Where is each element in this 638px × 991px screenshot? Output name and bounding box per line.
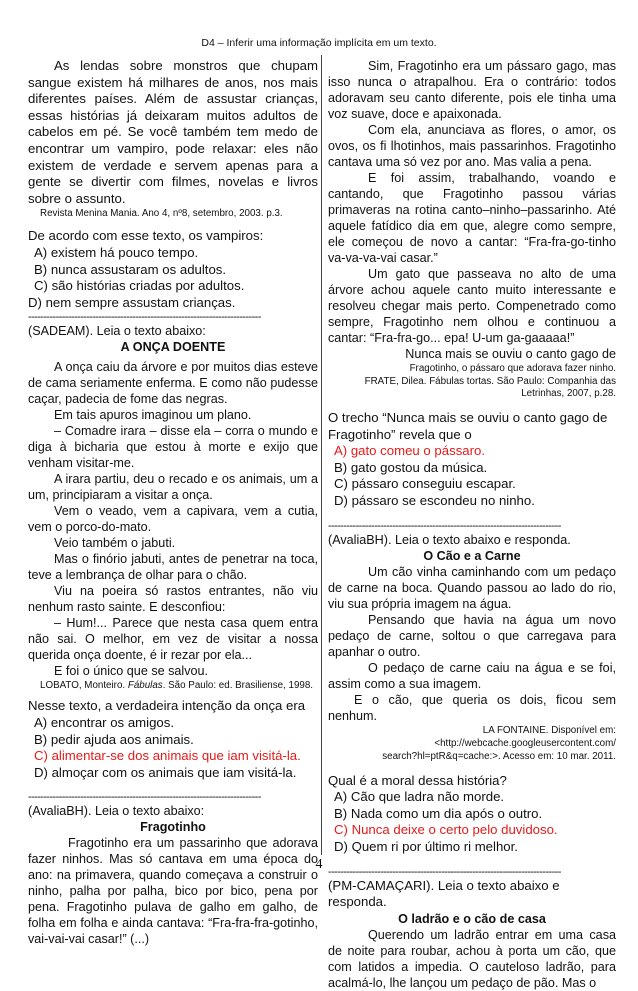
q2-option-b: B) pedir ajuda aos animais. [34, 731, 194, 747]
q2-option-d: D) almoçar com os animais que iam visitá-la. [34, 764, 297, 780]
cao-source: search?hl=ptR&q=cache:>. Acesso em: 10 mar. 2011. [382, 750, 616, 762]
cao-source: LA FONTAINE. Disponível em: [482, 724, 616, 736]
onca-paragraph: – Comadre irara – disse ela – corra o mundo e diga à bicharia que estou à morte e exijo que venham visitar-me. [28, 424, 318, 471]
q2-question: Nesse texto, a verdadeira intenção da onça era [28, 698, 306, 714]
cao-paragraph: O pedaço de carne caiu na água e se foi, assim como a sua imagem. [328, 660, 616, 691]
fragotinho-story-paragraph: Sim, Fragotinho era um pássaro gago, mas isso nunca o atrapalhou. Era o contrário: todos adoravam seu canto diferente, pois ele tinha uma voz suave, doce e apaixonada. [328, 59, 616, 121]
page-header: D4 – Inferir uma informação implícita em um texto. [201, 37, 437, 49]
q3-question: O trecho “Nunca mais se ouviu o canto gago de Fragotinho” revela que o [328, 410, 608, 442]
fragotinho-story-paragraph: Um gato que passeava no alto de uma árvore achou aquele canto muito interessante e resolveu chegar mais perto. Compenetrado como sempre, Fragotinho nem olhou e continuou a cantar: “Fra-fra-go... epa! U-um ga-gaaaaa!” [328, 267, 616, 345]
column-divider [321, 55, 322, 855]
q4-option-a: A) Cão que ladra não morde. [334, 789, 505, 805]
fragotinho-story-last-line: Nunca mais se ouviu o canto gago de [405, 347, 616, 361]
q2-title: A ONÇA DOENTE [120, 340, 226, 355]
fragotinho-source-title: Fragotinho, o pássaro que adorava fazer ninho. [409, 363, 616, 374]
vampire-text: As lendas sobre monstros que chupam sangue existem há milhares de anos, nos mais diferentes países. Além de assustar crianças, essas histórias já deixaram muitos adultos de cabelos em pé. Se você também tem medo de encontrar um vampiro, pode relaxar: eles não existem de verdade e servem apenas para a gente se divertir com filmes, novelas e livros sobre o assunto. [28, 58, 318, 206]
ladrao-paragraph: Querendo um ladrão entrar em uma casa de noite para roubar, achou à porta um cão, que com latidos a impedia. O cauteloso ladrão, para acalmá-lo, lhe lançou um pedaço de pão. Mas o [328, 927, 616, 990]
page-number: 4 [315, 857, 323, 872]
q3-option-c: C) pássaro conseguiu escapar. [334, 476, 516, 492]
right-column [328, 58, 616, 991]
q1-question: De acordo com esse texto, os vampiros: [28, 228, 264, 244]
fragotinho-story-paragraph: Com ela, anunciava as flores, o amor, os ovos, os fi lhotinhos, mais passarinhos. Fragotinho cantava uma só vez por ano. Mas valia a pena. [328, 123, 616, 169]
fragotinho-story-paragraph: E foi assim, trabalhando, voando e cantando, que Fragotinho passou várias primaveras na rotina canto–ninho–passarinho. Até aquele fatídico dia em que, alegre como sempre, ele começou de novo a cantar: “Fra-fra-go-tinho va-va-va-vai casar.” [328, 171, 616, 265]
fragotinho-paragraph: Fragotinho era um passarinho que adorava fazer ninhos. Mas só cantava em uma época do ano: na primavera, quando começava a construir o ninho, palha por palha, bico por bico, pena por pena. Fragotinho pulava de galho em galho, de folha em folha e ainda cantava: “Fra-fra-fra-gotinho, vai-vai-vai casar!” (...) [28, 836, 318, 947]
cao-paragraph: Um cão vinha caminhando com um pedaço de carne na boca. Quando passou ao lado do rio, viu sua própria imagem na água. [328, 564, 616, 611]
q3-option-d: D) pássaro se escondeu no ninho. [334, 492, 535, 508]
q2-option-c-answer: C) alimentar-se dos animais que iam visitá-la. [34, 748, 301, 764]
cao-paragraph: E o cão, que queria os dois, ficou sem nenhum. [328, 692, 616, 723]
separator: ---------------------------------------------------------------------------- [28, 311, 261, 324]
onca-paragraph: – Hum!... Parece que nesta casa quem entra não sai. O melhor, em vez de visitar a nossa querida onça doente, é ir rezar por ela... [28, 616, 318, 663]
onca-paragraph: A onça caiu da árvore e por muitos dias esteve de cama seriamente enferma. E como não pudesse caçar, padecia de fome das negras. [28, 360, 318, 407]
onca-source: LOBATO, Monteiro. Fábulas. São Paulo: ed. Brasiliense, 1998. [40, 680, 314, 692]
separator: ---------------------------------------------------------------------------- [328, 519, 561, 532]
q4-option-b: B) Nada como um dia após o outro. [334, 805, 543, 821]
q3-option-b: B) gato gostou da música. [334, 459, 488, 475]
q1-option-b: B) nunca assustaram os adultos. [34, 261, 227, 277]
q1-option-d: D) nem sempre assustam crianças. [28, 294, 236, 310]
onca-paragraph: A irara partiu, deu o recado e os animais, um a um, principiaram a visitar a onça. [28, 472, 318, 503]
q2-intro: (SADEAM). Leia o texto abaixo: [28, 324, 206, 339]
q1-option-a: A) existem há pouco tempo. [34, 244, 199, 260]
q2-option-a: A) encontrar os amigos. [34, 714, 174, 730]
vampire-source: Revista Menina Mania. Ano 4, nº8, setembro, 2003. p.3. [40, 208, 283, 220]
q3-intro: (AvaliaBH). Leia o texto abaixo: [28, 804, 205, 819]
onca-paragraph: Mas o finório jabuti, antes de penetrar na toca, teve a lembrança de olhar para o chão. [28, 552, 318, 583]
q4-question: Qual é a moral dessa história? [328, 772, 507, 788]
onca-paragraph: E foi o único que se salvou. [54, 664, 209, 679]
q3-title: Fragotinho [140, 820, 206, 835]
q1-option-c: C) são histórias criadas por adultos. [34, 278, 245, 294]
onca-paragraph: Em tais apuros imaginou um plano. [54, 408, 252, 423]
cao-source: <http://webcache.googleusercontent.com/ [434, 737, 616, 749]
left-column [28, 58, 318, 947]
q4-intro: (AvaliaBH). Leia o texto abaixo e responda. [328, 532, 571, 547]
cao-paragraph: Pensando que havia na água um novo pedaço de carne, soltou o que carregava para apanhar o outro. [328, 612, 616, 659]
fragotinho-source-author: FRATE, Dilea. Fábulas tortas. São Paulo: Companhia das Letrinhas, 2007, p.28. [364, 376, 616, 399]
q4-option-c-answer: C) Nunca deixe o certo pelo duvidoso. [334, 822, 558, 838]
separator: ---------------------------------------------------------------------------- [28, 791, 261, 804]
q4-option-d: D) Quem ri por último ri melhor. [334, 838, 518, 854]
onca-paragraph: Vem o veado, vem a capivara, vem a cutia, vem o porco-do-mato. [28, 504, 318, 535]
q5-title: O ladrão e o cão de casa [398, 911, 546, 926]
onca-paragraph: Viu na poeira só rastos entrantes, não viu nenhum rasto sainte. E desconfiou: [28, 584, 318, 615]
q3-option-a-answer: A) gato comeu o pássaro. [334, 443, 486, 459]
separator: ---------------------------------------------------------------------------- [328, 865, 561, 878]
q5-intro: (PM-CAMAÇARI). Leia o texto abaixo e responda. [328, 877, 560, 910]
onca-paragraph: Veio também o jabuti. [54, 536, 176, 551]
q4-title: O Cão e a Carne [423, 548, 521, 563]
